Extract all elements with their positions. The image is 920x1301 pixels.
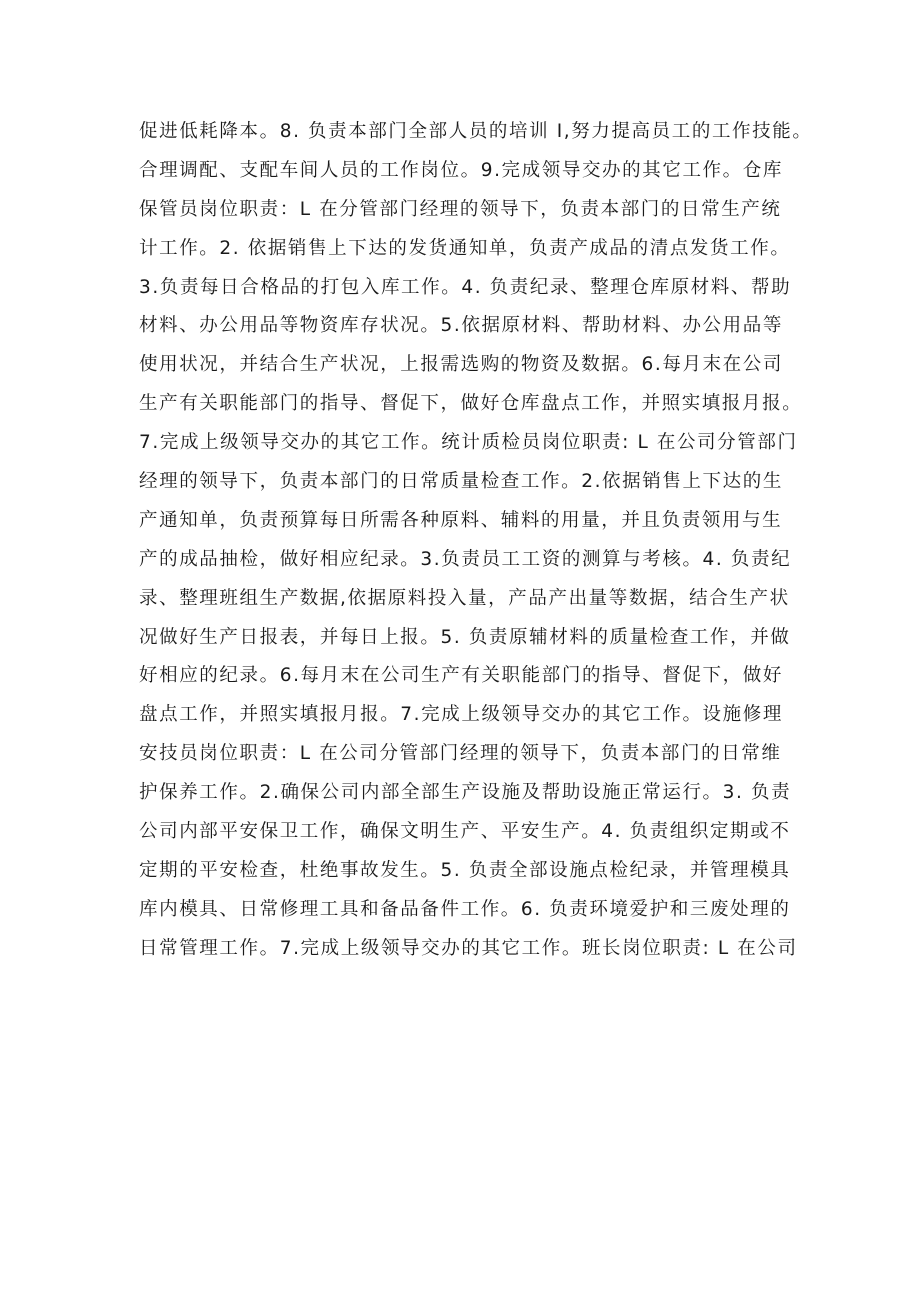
text-line-21: 库内模具、日常修理工具和备品备件工作。6. 负责环境爱护和三废处理的 bbox=[139, 898, 791, 920]
text-line-10: 经理的领导下，负责本部门的日常质量检查工作。2.依据销售上下达的生 bbox=[139, 471, 783, 493]
text-line-19: 公司内部平安保卫工作，确保文明生产、平安生产。4. 负责组织定期或不 bbox=[139, 821, 791, 843]
text-line-20: 定期的平安检查，杜绝事故发生。5. 负责全部设施点检纪录，并管理模具 bbox=[139, 859, 791, 881]
text-line-18: 护保养工作。2.确保公司内部全部生产设施及帮助设施正常运行。3. 负责 bbox=[139, 782, 792, 804]
text-line-14: 况做好生产日报表，并每日上报。5. 负责原辅材料的质量检查工作，并做 bbox=[139, 626, 791, 648]
text-line-22: 日常管理工作。7.完成上级领导交办的其它工作。班长岗位职责: L 在公司 bbox=[139, 937, 798, 959]
text-line-15: 好相应的纪录。6.每月末在公司生产有关职能部门的指导、督促下，做好 bbox=[139, 665, 783, 687]
body-text bbox=[139, 113, 813, 969]
text-line-6: 材料、办公用品等物资库存状况。5.依据原材料、帮助材料、办公用品等 bbox=[139, 315, 783, 337]
text-line-11: 产通知单，负责预算每日所需各种原料、辅料的用量，并且负责领用与生 bbox=[139, 509, 783, 531]
text-line-7: 使用状况，并结合生产状况，上报需选购的物资及数据。6.每月末在公司 bbox=[139, 354, 783, 376]
text-line-16: 盘点工作，并照实填报月报。7.完成上级领导交办的其它工作。设施修理 bbox=[139, 704, 783, 726]
text-line-4: 计工作。2. 依据销售上下达的发货通知单，负责产成品的清点发货工作。 bbox=[139, 237, 791, 259]
text-line-8: 生产有关职能部门的指导、督促下，做好仓库盘点工作，并照实填报月报。 bbox=[139, 393, 803, 415]
text-line-5: 3.负责每日合格品的打包入库工作。4. 负责纪录、整理仓库原材料、帮助 bbox=[139, 276, 792, 298]
text-line-2: 合理调配、支配车间人员的工作岗位。9.完成领导交办的其它工作。仓库 bbox=[139, 159, 783, 181]
text-line-17: 安技员岗位职责：L 在公司分管部门经理的领导下，负责本部门的日常维 bbox=[139, 743, 782, 765]
text-line-9: 7.完成上级领导交办的其它工作。统计质检员岗位职责: L 在公司分管部门 bbox=[139, 432, 798, 454]
text-line-1: 促进低耗降本。8. 负责本部门全部人员的培训 I,努力提高员工的工作技能。 bbox=[139, 121, 813, 142]
text-line-13: 录、整理班组生产数据,依据原料投入量，产品产出量等数据，结合生产状 bbox=[139, 587, 790, 609]
text-line-3: 保管员岗位职责：L 在分管部门经理的领导下，负责本部门的日常生产统 bbox=[139, 198, 782, 220]
text-line-12: 产的成品抽检，做好相应纪录。3.负责员工工资的测算与考核。4. 负责纪 bbox=[139, 548, 792, 570]
